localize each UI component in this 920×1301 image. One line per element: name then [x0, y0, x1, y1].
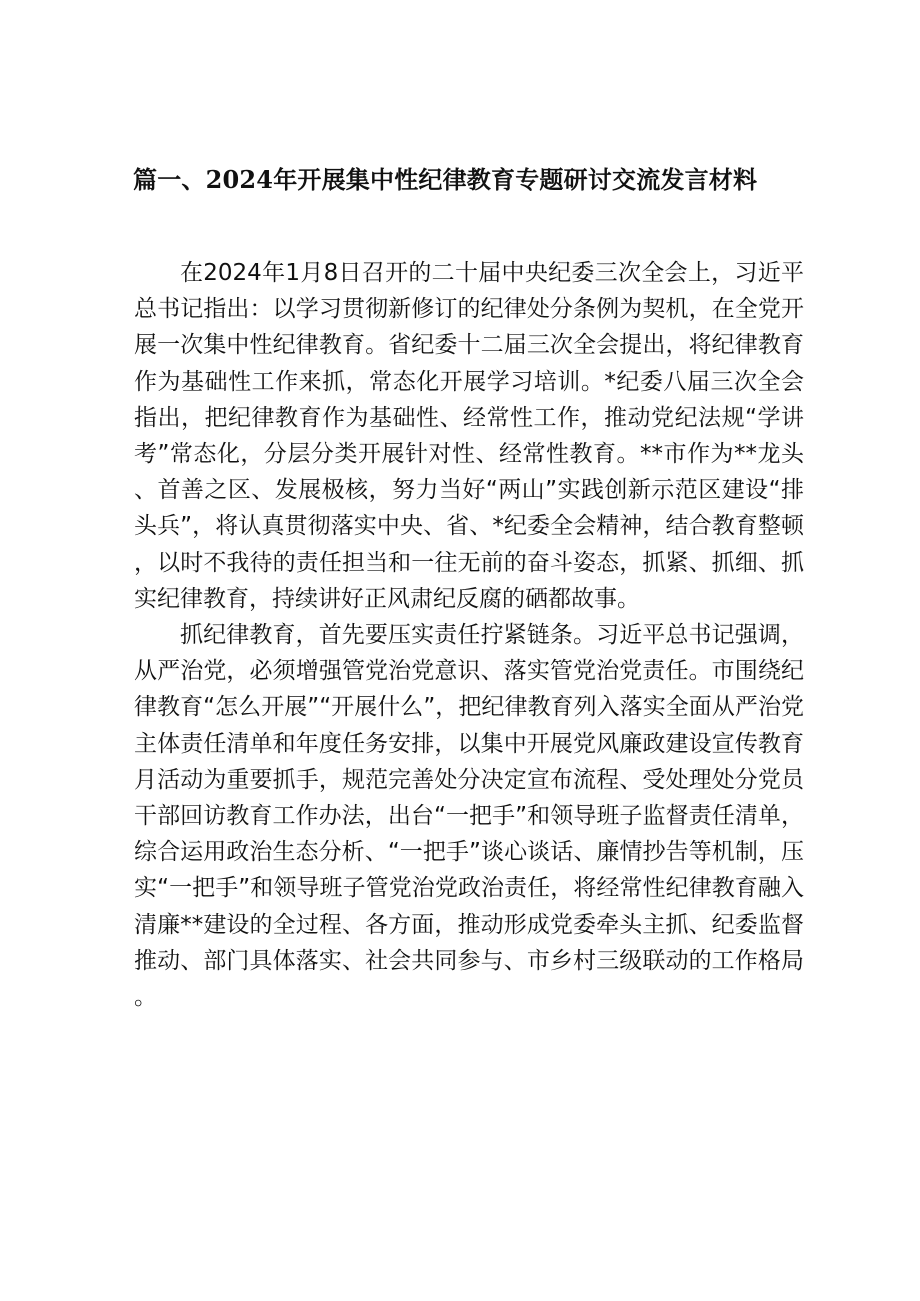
paragraph-2: 抓纪律教育，首先要压实责任拧紧链条。习近平总书记强调，从严治党，必须增强管党治党意识、落实管党治党责任。市围绕纪律教育“怎么开展”“开展什么”，把纪律教育列入落实全面从严治党主体责任清单和年度任务安排，以集中开展党风廉政建设宣传教育月活动为重要抓手，规范完善处分决定宣布流程、受处理处分党员干部回访教育工作办法，出台“一把手”和领导班子监督责任清单，综合运用政治生态分析、“一把手”谈心谈话、廉情抄告等机制，压实“一把手”和领导班子管党治党政治责任，将经常性纪律教育融入清廉**建设的全过程、各方面，推动形成党委牵头主抓、纪委监督推动、部门具体落实、社会共同参与、市乡村三级联动的工作格局。 [134, 622, 804, 1011]
paragraph-1: 在2024年1月8日召开的二十届中央纪委三次全会上，习近平总书记指出：以学习贯彻新修订的纪律处分条例为契机，在全党开展一次集中性纪律教育。省纪委十二届三次全会提出，将纪律教育作为基础性工作来抓，常态化开展学习培训。*纪委八届三次全会指出，把纪律教育作为基础性、经常性工作，推动党纪法规“学讲考”常态化，分层分类开展针对性、经常性教育。**市作为**龙头、首善之区、发展极核，努力当好“两山”实践创新示范区建设“排头兵”，将认真贯彻落实中央、省、*纪委全会精神，结合教育整顿，以时不我待的责任担当和一往无前的奋斗姿态，抓紧、抓细、抓实纪律教育，持续讲好正风肃纪反腐的硒都故事。 [134, 260, 804, 612]
document-body [134, 255, 804, 1015]
document-title: 篇一、2024年开展集中性纪律教育专题研讨交流发言材料 [133, 165, 758, 194]
